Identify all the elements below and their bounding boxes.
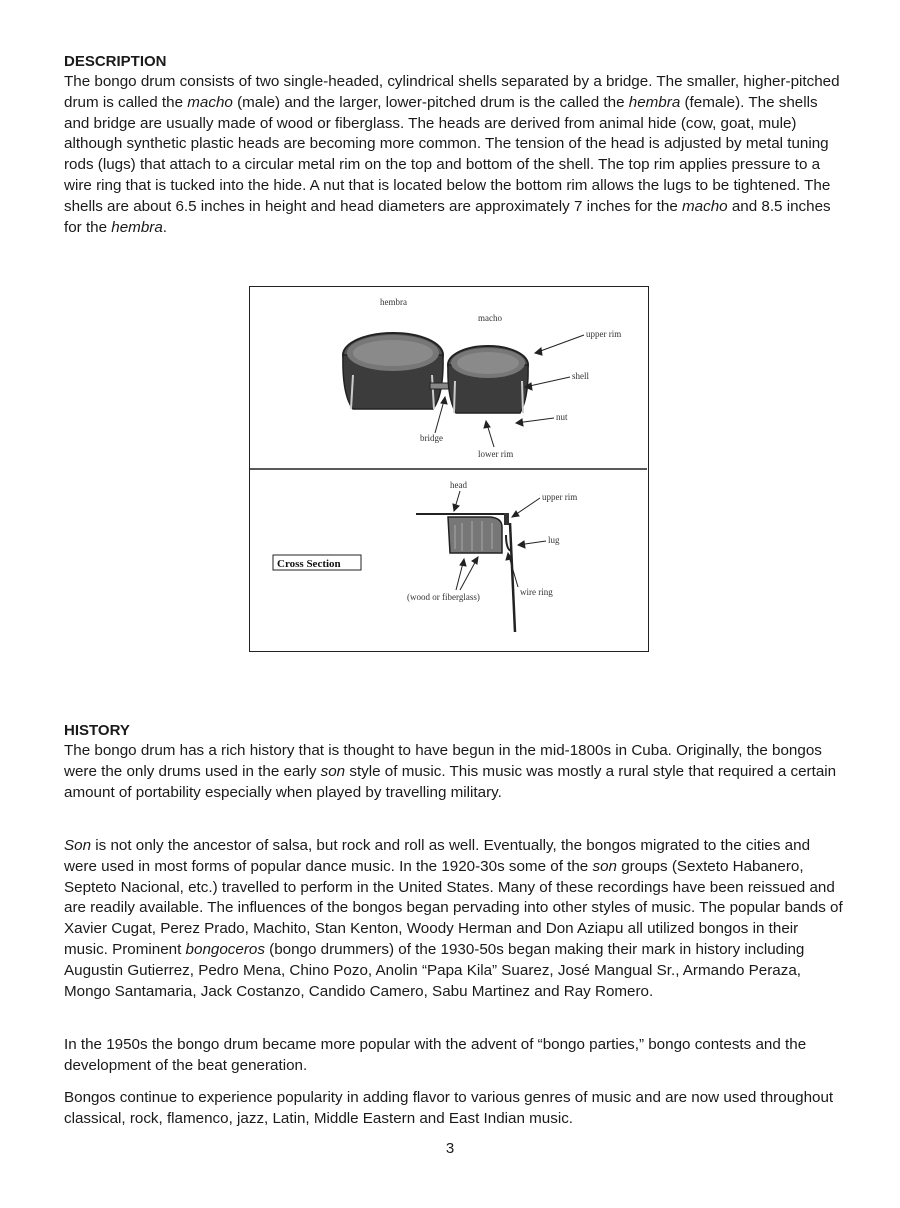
- history-heading: HISTORY: [64, 722, 130, 739]
- history-paragraph-3: In the 1950s the bongo drum became more popular with the advent of “bongo parties,” bongo contests and the development of the beat generation.: [64, 1036, 807, 1074]
- description-paragraph: The bongo drum consists of two single-headed, cylindrical shells separated by a bridge. The smaller, higher-pitched drum is called the macho (male) and the larger, lower-pitched drum is the called the hembra (female). The shells and bridge are usually made of wood or fiberglass. The heads are derived from animal hide (cow, goat, mule) although synthetic plastic heads are becoming more common. The tension of the head is adjusted by metal tuning rods (lugs) that attach to a circular metal rim on the top and bottom of the shell. The top rim applies pressure to a wire ring that is tucked into the hide. A nut that is located below the bottom rim allows the lugs to be tightened. The shells are about 6.5 inches in height and head diameters are approximately 7 inches for the macho and 8.5 inches for the hembra.: [64, 73, 840, 236]
- label-nut: nut: [556, 412, 568, 422]
- label-bridge: bridge: [420, 433, 443, 443]
- page-number: 3: [445, 1140, 455, 1157]
- label-wood: (wood or fiberglass): [407, 592, 480, 602]
- history-paragraph-2: Son is not only the ancestor of salsa, but rock and roll as well. Eventually, the bongos migrated to the cities and were used in most forms of popular dance music. In the 1920-30s some of the son groups (Sexteto Habanero, Septeto Nacional, etc.) travelled to perform in the United States. Many of these recordings have been reissued and are readily available. The influences of the bongos began pervading into other styles of music. The popular bands of Xavier Cugat, Perez Prado, Machito, Stan Kenton, Woody Herman and Don Aziapu all utilized bongos in their music. Prominent bongoceros (bongo drummers) of the 1930-50s began making their mark in history including Augustin Gutierrez, Pedro Mena, Chino Pozo, Anolin “Papa Kila” Suarez, José Mangual Sr., Armando Peraza, Mongo Santamaria, Jack Costanzo, Candido Camero, Sabu Martinez and Ray Romero.: [64, 837, 843, 1000]
- bongo-illustration: [343, 333, 528, 413]
- label-cs-upper-rim: upper rim: [542, 492, 578, 502]
- label-macho: macho: [478, 313, 502, 323]
- label-head: head: [450, 480, 467, 490]
- history-paragraph-4: Bongos continue to experience popularity in adding flavor to various genres of music and are now used throughout classical, rock, flamenco, jazz, Latin, Middle Eastern and East Indian music.: [64, 1089, 834, 1127]
- history-paragraph-1: The bongo drum has a rich history that is thought to have begun in the mid-1800s in Cuba. Originally, the bongos were the only drums used in the early son style of music. This music was mostly a rural style that required a certain amount of portability especially when played by travelling military.: [64, 742, 837, 801]
- cross-section-illustration: [416, 513, 515, 632]
- bongo-diagram: [249, 286, 649, 652]
- label-shell: shell: [572, 371, 589, 381]
- label-wire-ring: wire ring: [520, 587, 553, 597]
- description-heading: DESCRIPTION: [64, 53, 167, 70]
- label-upper-rim: upper rim: [586, 329, 622, 339]
- label-lug: lug: [548, 535, 560, 545]
- label-lower-rim: lower rim: [478, 449, 514, 459]
- label-hembra: hembra: [380, 297, 407, 307]
- cross-section-title: Cross Section: [277, 558, 341, 570]
